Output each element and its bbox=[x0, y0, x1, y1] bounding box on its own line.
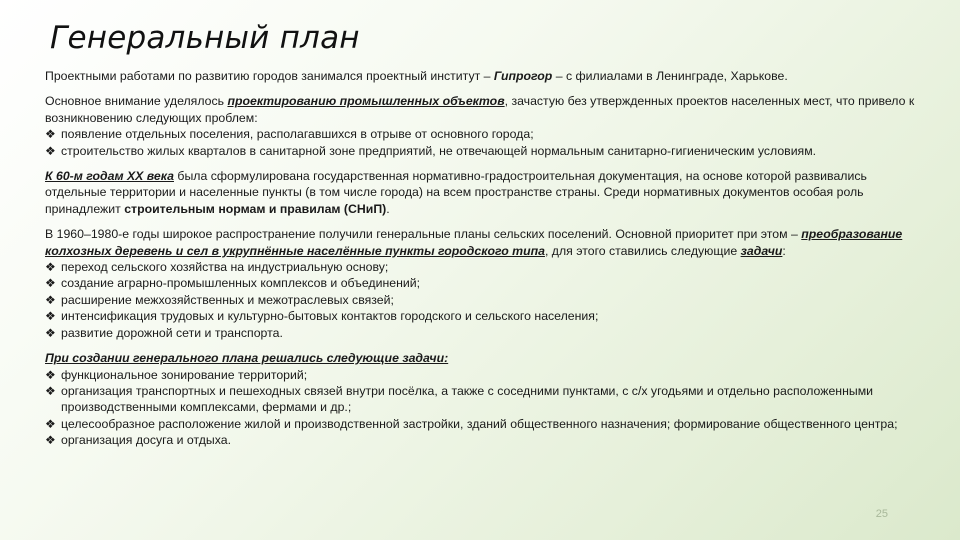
text: , для этого ставились следующие bbox=[544, 243, 741, 258]
diamond-bullet-icon: ❖ bbox=[45, 276, 56, 291]
paragraph-snip bbox=[45, 168, 917, 217]
text: : bbox=[782, 243, 786, 258]
diamond-bullet-icon: ❖ bbox=[45, 260, 56, 275]
page-number: 25 bbox=[875, 508, 888, 520]
paragraph-general-plan-tasks bbox=[45, 350, 917, 448]
list-item-text: переход сельского хозяйства на индустриальную основу; bbox=[61, 260, 389, 275]
list-item bbox=[45, 416, 917, 432]
text: В 1960–1980-е годы широкое распространение получили генеральные планы сельских поселений. Основной приоритет при этом – bbox=[45, 227, 802, 242]
diamond-bullet-icon: ❖ bbox=[45, 127, 56, 142]
emphasis: К 60-м годам XX века bbox=[45, 169, 174, 184]
list-item bbox=[45, 308, 917, 324]
text: . bbox=[386, 201, 390, 216]
list-item bbox=[45, 275, 917, 291]
diamond-bullet-icon: ❖ bbox=[45, 416, 56, 431]
list-item bbox=[45, 383, 917, 416]
list-item bbox=[45, 367, 917, 383]
list-item bbox=[45, 325, 917, 341]
paragraph-rural-plans bbox=[45, 226, 917, 341]
diamond-bullet-icon: ❖ bbox=[45, 143, 56, 158]
diamond-bullet-icon: ❖ bbox=[45, 292, 56, 307]
list-item-text: развитие дорожной сети и транспорта. bbox=[61, 325, 283, 340]
list-item-text: организация транспортных и пешеходных связей внутри посёлка, а также с соседними пунктами, с с/х угодьями и отдельно расположенными производственными комплексами, фермами и др.; bbox=[61, 383, 874, 415]
list-item-text: появление отдельных поселения, располагавшихся в отрыве от основного города; bbox=[61, 127, 534, 142]
list-item-text: создание аграрно-промышленных комплексов и объединений; bbox=[61, 276, 421, 291]
list-item-text: строительство жилых кварталов в санитарной зоне предприятий, не отвечающей нормальным санитарно-гигиеническим условиям. bbox=[61, 143, 817, 158]
emphasis: преобразование колхозных деревень и сел в укрупнённые населённые пункты городского типа bbox=[45, 227, 903, 258]
emphasis: Гипрогор bbox=[493, 69, 553, 83]
list-item-text: интенсификация трудовых и культурно-бытовых контактов городского и сельского населения; bbox=[61, 309, 599, 324]
list-item bbox=[45, 143, 917, 159]
list-item bbox=[45, 292, 917, 308]
text: Проектными работами по развитию городов занимался проектный институт – bbox=[45, 69, 494, 83]
paragraph-giprogor bbox=[45, 68, 917, 84]
section-heading: При создании генерального плана решались следующие задачи: bbox=[45, 351, 449, 366]
list-item-text: организация досуга и отдыха. bbox=[61, 433, 231, 448]
slide-content bbox=[45, 68, 917, 449]
emphasis: проектированию промышленных объектов bbox=[227, 94, 505, 109]
diamond-bullet-icon: ❖ bbox=[45, 325, 56, 340]
list-item bbox=[45, 126, 917, 142]
list-item-text: расширение межхозяйственных и межотраслевых связей; bbox=[61, 292, 394, 307]
text: была сформулирована государственная нормативно-градостроительная документация, на основе которой развивались отдельные территории и населенные пункты (в том числе города) на всем пространстве страны. Среди нормативных документов особая роль принадлежит bbox=[45, 169, 867, 216]
list-item bbox=[45, 259, 917, 275]
text: Основное внимание уделялось bbox=[45, 94, 228, 109]
list-item bbox=[45, 432, 917, 448]
list-item-text: функциональное зонирование территорий; bbox=[61, 367, 308, 382]
strong: строительным нормам и правилам (СНиП) bbox=[124, 201, 387, 216]
slide-title: Генеральный план bbox=[50, 20, 360, 56]
paragraph-problems bbox=[45, 93, 917, 159]
emphasis: задачи bbox=[740, 243, 783, 258]
diamond-bullet-icon: ❖ bbox=[45, 367, 56, 382]
diamond-bullet-icon: ❖ bbox=[45, 309, 56, 324]
list-item-text: целесообразное расположение жилой и производственной застройки, зданий общественного назначения; формирование общественного центра; bbox=[61, 416, 898, 431]
diamond-bullet-icon: ❖ bbox=[45, 383, 56, 398]
diamond-bullet-icon: ❖ bbox=[45, 433, 56, 448]
text: , зачастую без утвержденных проектов населенных мест, что привело к возникновению следующих проблем: bbox=[45, 94, 915, 125]
text: – с филиалами в Ленинграде, Харькове. bbox=[552, 69, 788, 83]
